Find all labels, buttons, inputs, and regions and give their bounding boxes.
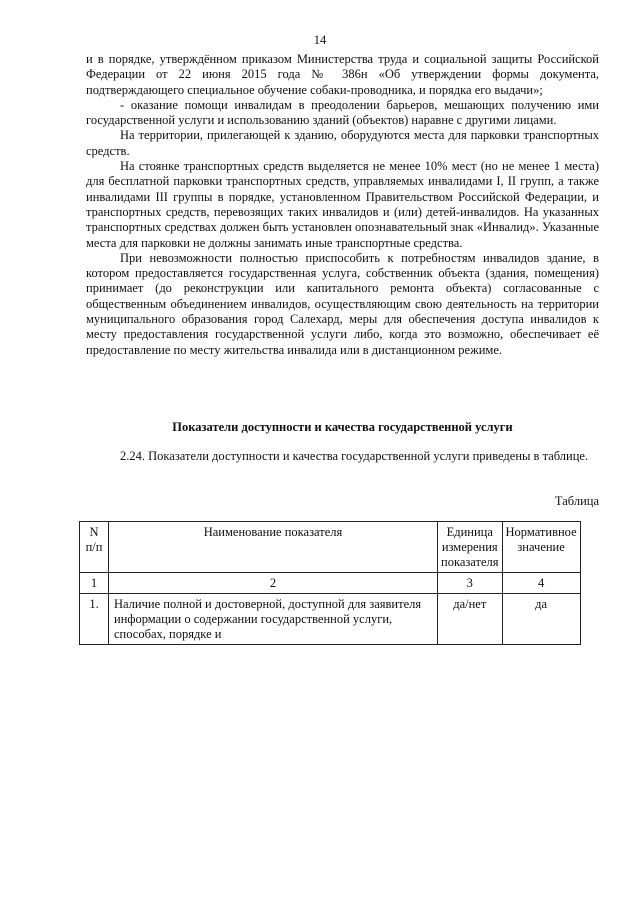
header-num: N п/п bbox=[80, 522, 109, 573]
row-norm: да bbox=[502, 594, 580, 645]
table-row bbox=[80, 594, 581, 645]
row-unit: да/нет bbox=[438, 594, 503, 645]
column-number: 2 bbox=[109, 573, 438, 594]
paragraph-assistance: - оказание помощи инвалидам в преодолении барьеров, мешающих получению ими государственной услуги и использованию зданий (объектов) наравне с другими лицами. bbox=[86, 97, 599, 128]
paragraph-adaptation: При невозможности полностью приспособить к потребностям инвалидов здание, в котором предоставляется государственная услуга, собственник объекта (здания, помещения) принимает (до реконструкции или капитального ремонта объекта) согласованные с общественным объединением инвалидов, осуществляющим свою деятельность на территории муниципального образования город Салехард, меры для обеспечения доступа инвалидов к месту предоставления государственной услуги либо, когда это возможно, обеспечивает её предоставление по месту жительства инвалида или в дистанционном режиме. bbox=[86, 250, 599, 357]
column-number: 1 bbox=[80, 573, 109, 594]
row-num: 1. bbox=[80, 594, 109, 645]
paragraph-parking-spots: На стоянке транспортных средств выделяется не менее 10% мест (но не менее 1 места) для бесплатной парковки транспортных средств, управляемых инвалидами I, II групп, а также инвалидами III группы в порядке, установленном Правительством Российской Федерации, и транспортных средств, перевозящих таких инвалидов и (или) детей-инвалидов. На указанных транспортных средствах должен быть установлен опознавательный знак «Инвалид». Указанные места для парковки не должны занимать иные транспортные средства. bbox=[86, 159, 599, 250]
paragraph-parking-area: На территории, прилегающей к зданию, оборудуются места для парковки транспортных средств. bbox=[86, 128, 599, 158]
table-header-row bbox=[80, 522, 581, 573]
section-title: Показатели доступности и качества государственной услуги bbox=[172, 420, 513, 434]
header-unit: Единица измерения показателя bbox=[438, 522, 503, 573]
page-number: 14 bbox=[313, 33, 327, 47]
clause-2-24: 2.24. Показатели доступности и качества государственной услуги приведены в таблице. bbox=[120, 449, 589, 463]
document-body bbox=[86, 52, 599, 358]
column-number: 3 bbox=[438, 573, 503, 594]
indicators-table bbox=[79, 521, 581, 645]
header-norm: Нормативное значение bbox=[502, 522, 580, 573]
table-caption: Таблица bbox=[554, 494, 599, 508]
column-number: 4 bbox=[502, 573, 580, 594]
paragraph-continuation: и в порядке, утверждённом приказом Министерства труда и социальной защиты Российской Федерации от 22 июня 2015 года № 386н «Об утверждении формы документа, подтверждающего специальное обучение собаки-проводника, и порядка его выдачи»; bbox=[86, 52, 599, 97]
header-name: Наименование показателя bbox=[109, 522, 438, 573]
row-name: Наличие полной и достоверной, доступной для заявителя информации о содержании государственной услуги, способах, порядке и bbox=[109, 594, 438, 645]
table-column-numbers-row bbox=[80, 573, 581, 594]
